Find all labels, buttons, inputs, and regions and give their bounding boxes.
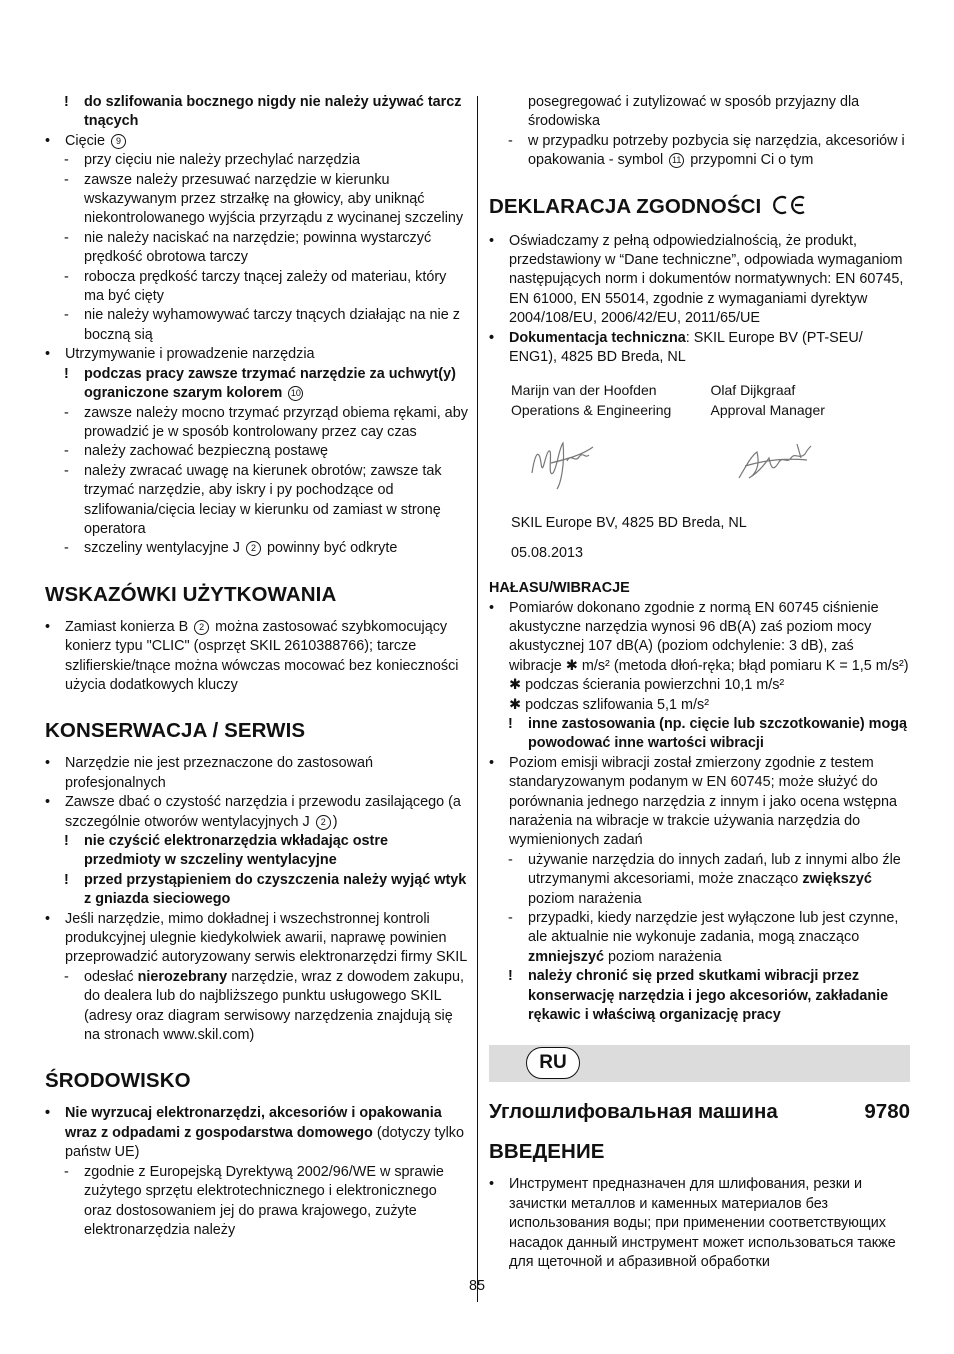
noise-warning: ! należy chronić się przed skutkami wibracji przez konserwację narzędzia i jego akcesoriów, zakładanie rękawic i właściwą organizację pracy <box>508 968 889 1024</box>
language-badge: RU <box>526 1047 580 1079</box>
asterisk-icon: ✱ <box>565 657 578 674</box>
asterisk-icon: ✱ <box>509 696 522 713</box>
ref-number-icon: 11 <box>669 153 684 168</box>
ref-number-icon: 2 <box>194 620 209 635</box>
ce-mark-icon <box>771 195 807 221</box>
hold-item: - należy zachować bezpieczną postawę <box>64 443 328 460</box>
hold-item: - zawsze należy mocno trzymać przyrząd obiema rękami, aby prowadzić je w sposób kontrolowany przez cay czas <box>64 404 468 440</box>
section-title-declaration: DEKLARACJA ZGODNOŚCI <box>489 195 910 221</box>
section-title-intro: ВВЕДЕНИЕ <box>489 1140 605 1164</box>
noise-item: • Pomiarów dokonano zgodnie z normą EN 60745 ciśnienie akustyczne narzędzia wynosi 96 dB(A) zaś poziom mocy akustycznej 107 dB(A) (poziom odchylenie: 3 dB), zaś wibracje ✱ m/s² (metoda dłoń-ręka; błąd pomiaru K = 1,5 m/s²) <box>489 599 909 674</box>
signature-1-image <box>527 433 597 493</box>
environment-continued: posegregować i zutylizować w sposób przyjazny dla środowiska <box>528 94 860 130</box>
intro-item: • Инструмент предназначен для шлифования, резки и зачистки металлов и каменных материалов без использования воды; при применении соответствующих насадок данный инструмент может использоваться также для щеточной и абразивной обработки <box>489 1176 896 1271</box>
bullet-cutting: • Cięcie 9 <box>45 132 468 151</box>
signatures <box>527 420 910 506</box>
hold-item: - szczeliny wentylacyjne J 2 powinny być odkryte <box>64 540 398 557</box>
right-column <box>489 93 910 1272</box>
service-item: • Zawsze dbać o czystość narzędzia i przewodu zasilającego (a szczególnie otworów wentylacyjnych J 2 ) <box>45 794 461 830</box>
product-title: Углошлифовальная машина 9780 <box>489 1100 910 1124</box>
noise-warning: ! inne zastosowania (np. cięcie lub szczotkowanie) mogą powodować inne wartości wibracji <box>508 715 908 752</box>
company-address: SKIL Europe BV, 4825 BD Breda, NL <box>511 515 747 532</box>
signature-2-image <box>735 438 815 488</box>
cut-item: - nie należy wyhamowywać tarczy tnących działając na nie z boczną sią <box>64 307 460 343</box>
warning-side-grinding: ! do szlifowania bocznego nigdy nie należy używać tarcz tnących <box>64 94 462 130</box>
left-column <box>45 93 468 1240</box>
cut-item: - robocza prędkość tarczy tnącej zależy od materiau, który ma być cięty <box>64 268 447 305</box>
column-divider <box>477 96 478 1302</box>
service-item: • Narzędzie nie jest przeznaczone do zastosowań profesjonalnych <box>45 755 373 791</box>
service-subitem: - odesłać nierozebrany narzędzie, wraz z dowodem zakupu, do dealera lub do najbliższego punktu usługowego SKIL (adresy oraz diagram serwisowy narzędzenia znajdują się na stronach www.skil.com) <box>64 968 464 1044</box>
bullet-holding: • Utrzymywanie i prowadzenie narzędzia <box>45 346 315 363</box>
section-title-usage: WSKAZÓWKI UŻYTKOWANIA <box>45 582 337 606</box>
section-title-service: KONSERWACJA / SERWIS <box>45 719 306 743</box>
service-warning: ! nie czyścić elektronarzędzia wkładając ostre przedmioty w szczeliny wentylacyjne <box>64 833 388 869</box>
usage-item: • Zamiast konierza B 2 można zastosować szybkomocujący konierz typu "CLIC" (osprzęt SKIL 2610388766); tarcze szlifierskie/tnące można wówczas mocować bez konieczności użycia dodatkowych kluczy <box>45 618 459 693</box>
signatory-1: Marijn van der Hoofden Operations & Engineering <box>511 382 672 418</box>
noise-star-item: ✱ podczas szlifowania 5,1 m/s² <box>509 696 710 713</box>
language-band <box>489 1045 910 1082</box>
declaration-date: 05.08.2013 <box>511 544 584 561</box>
ref-number-icon: 10 <box>288 386 303 401</box>
section-title-environment: ŚRODOWISKO <box>45 1069 191 1093</box>
asterisk-icon: ✱ <box>509 677 522 694</box>
cut-item: - zawsze należy przesuwać narzędzie w kierunku wskazywanym przez strzałkę na głowicy, aby uniknąć niekontrolowanego wyjścia przyrządu z wycinanej szczeliny <box>64 171 464 227</box>
section-title-noise: HAŁASU/WIBRACJE <box>489 580 630 597</box>
noise-item: • Poziom emisji wibracji został zmierzony zgodnie z testem standaryzowanym podanym w EN 60745; może służyć do porównania jednego narzędzia z innym i jako ocena wstępna narażenia na wibracje w trakcie używania narzędzia do wymienionych zadań <box>489 754 897 849</box>
environment-subitem: - w przypadku potrzeby pozbycia się narzędzia, akcesoriów i opakowania - symbol 11 przypomni Ci o tym <box>508 132 905 169</box>
signatory-2: Olaf Dijkgraaf Approval Manager <box>710 382 825 418</box>
environment-subitem: - zgodnie z Europejską Dyrektywą 2002/96/WE w sprawie zużytego sprzętu elektrotechnicznego i elektronicznego oraz dostosowaniem jej do prawa krajowego, zużyte elektronarzędzia należy <box>64 1163 444 1238</box>
noise-subitem: - przypadki, kiedy narzędzie jest wyłączone lub jest czynne, ale aktualnie nie wykonuje zadania, mogą znacząco zmniejszyć poziom narażenia <box>508 910 899 965</box>
warning-grip: ! podczas pracy zawsze trzymać narzędzie za uchwyt(y) ograniczone szarym kolorem 10 <box>64 365 456 402</box>
noise-star-item: ✱ podczas ścierania powierzchni 10,1 m/s² <box>509 677 785 694</box>
ref-number-icon: 2 <box>246 541 261 556</box>
cut-item: - przy cięciu nie należy przechylać narzędzia <box>64 152 360 169</box>
service-warning: ! przed przystąpieniem do czyszczenia należy wyjąć wtyk z gniazda sieciowego <box>64 871 467 908</box>
ref-number-icon: 9 <box>111 134 126 149</box>
declaration-item: • Dokumentacja techniczna: SKIL Europe BV (PT-SEU/ ENG1), 4825 BD Breda, NL <box>489 329 863 366</box>
service-item: • Jeśli narzędzie, mimo dokładnej i wszechstronnej kontroli produkcyjnej ulegnie kiedykolwiek awarii, naprawę powinien przeprowadzić autoryzowany serwis elektronarzędzi firmy SKIL <box>45 910 468 966</box>
signatory-table <box>511 381 910 420</box>
environment-item: • Nie wyrzucaj elektronarzędzi, akcesoriów i opakowania wraz z odpadami z gospodarstwa domowego (dotyczy tylko państw UE) <box>45 1105 465 1161</box>
ref-number-icon: 2 <box>316 815 331 830</box>
cut-item: - nie należy naciskać na narzędzie; powinna wystarczyć prędkość obrotowa tarczy <box>64 229 432 266</box>
hold-item: - należy zwracać uwagę na kierunek obrotów; zawsze tak trzymać narzędzie, aby iskry i py pochodzące od szlifowania/cięcia leciay w kierunku od zamiast w stronę operatora <box>64 462 442 537</box>
page-number: 85 <box>468 1278 485 1294</box>
noise-subitem: - używanie narzędzia do innych zadań, lub z innymi albo źle utrzymanymi akcesoriami, może znacząco zwiększyć poziom narażenia <box>508 851 901 907</box>
declaration-item: • Oświadczamy z pełną odpowiedzialnością, że produkt, przedstawiony w “Dane techniczne”, odpowiada wymaganiom następujących norm i dokumentów normatywnych: EN 60745, EN 61000, EN 55014, zgodnie z wymaganiami dyrektyw 2004/108/EU, 2006/42/EU, 2011/65/UE <box>489 232 904 327</box>
